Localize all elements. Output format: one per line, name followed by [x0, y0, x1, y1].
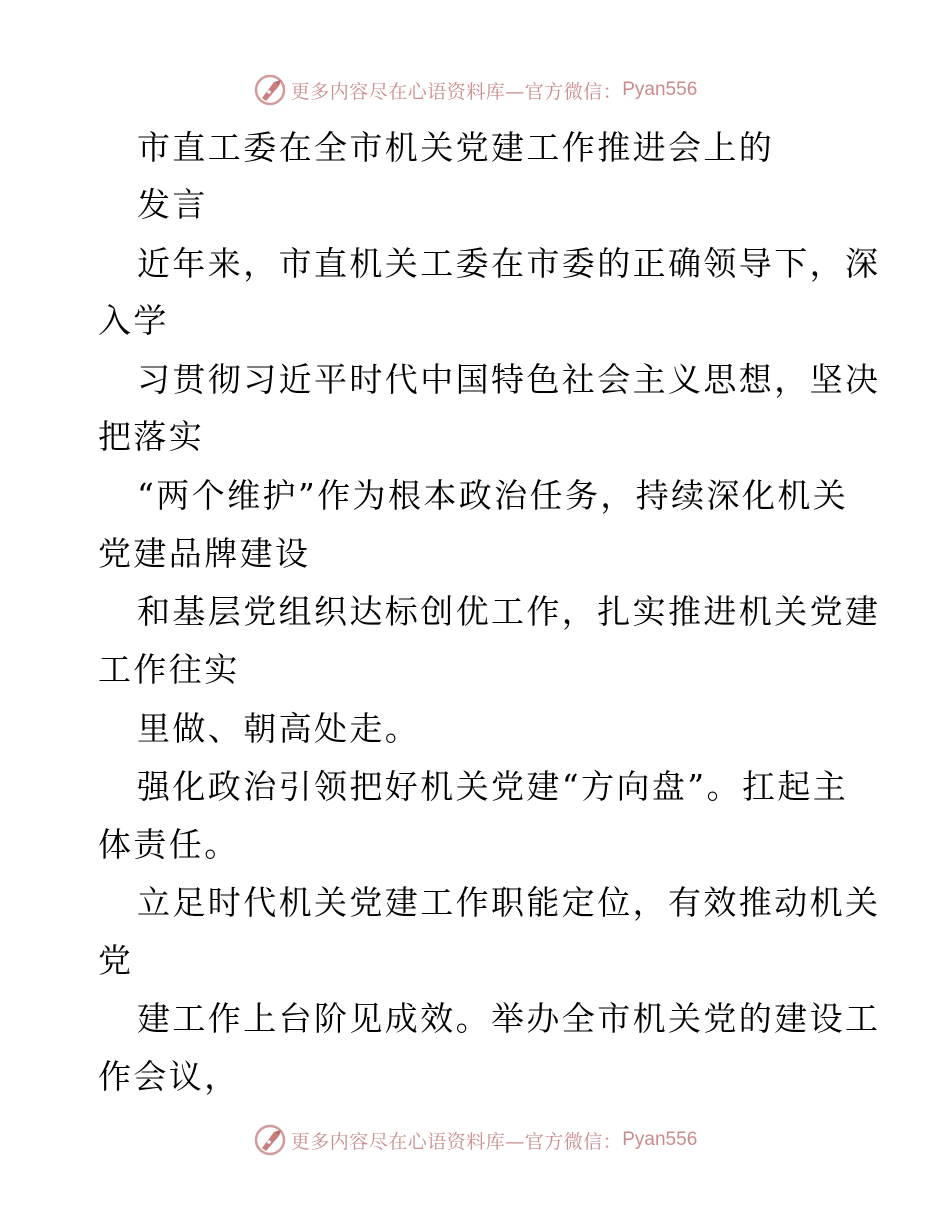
paragraph-line: 习贯彻习近平时代中国特色社会主义思想，坚决 — [137, 360, 881, 399]
paragraph-line: 立足时代机关党建工作职能定位，有效推动机关 — [137, 883, 881, 922]
paragraph-line: 里做、朝高处走。 — [137, 709, 421, 748]
paragraph-line: 工作往实 — [98, 650, 240, 689]
banner-text: 更多内容尽在心语资料库—官方微信： — [290, 80, 623, 103]
wechat-id: Pyan556 — [622, 79, 698, 100]
paragraph-line: 体责任。 — [98, 825, 240, 864]
pen-nib-logo-icon — [253, 73, 287, 107]
paragraph-line: 入学 — [98, 301, 169, 340]
banner-text: 更多内容尽在心语资料库—官方微信： — [290, 1130, 623, 1153]
paragraph-line: 作会议， — [98, 1057, 240, 1096]
document-title-line: 市直工委在全市机关党建工作推进会上的 — [137, 128, 775, 167]
paragraph-line: 建工作上台阶见成效。举办全市机关党的建设工 — [137, 999, 881, 1038]
pen-nib-logo-icon — [253, 1123, 287, 1157]
paragraph-line: “两个维护”作为根本政治任务，持续深化机关 — [137, 476, 849, 515]
paragraph-line: 党建品牌建设 — [98, 534, 311, 573]
footer-banner — [0, 1120, 950, 1160]
paragraph-line: 和基层党组织达标创优工作，扎实推进机关党建 — [137, 592, 881, 631]
header-banner — [0, 70, 950, 110]
wechat-id: Pyan556 — [622, 1129, 698, 1150]
document-title-line: 发言 — [137, 185, 208, 224]
paragraph-line: 强化政治引领把好机关党建“方向盘”。扛起主 — [137, 767, 849, 806]
paragraph-line: 把落实 — [98, 417, 205, 456]
paragraph-line: 近年来，市直机关工委在市委的正确领导下，深 — [137, 244, 881, 283]
paragraph-line: 党 — [98, 941, 134, 980]
